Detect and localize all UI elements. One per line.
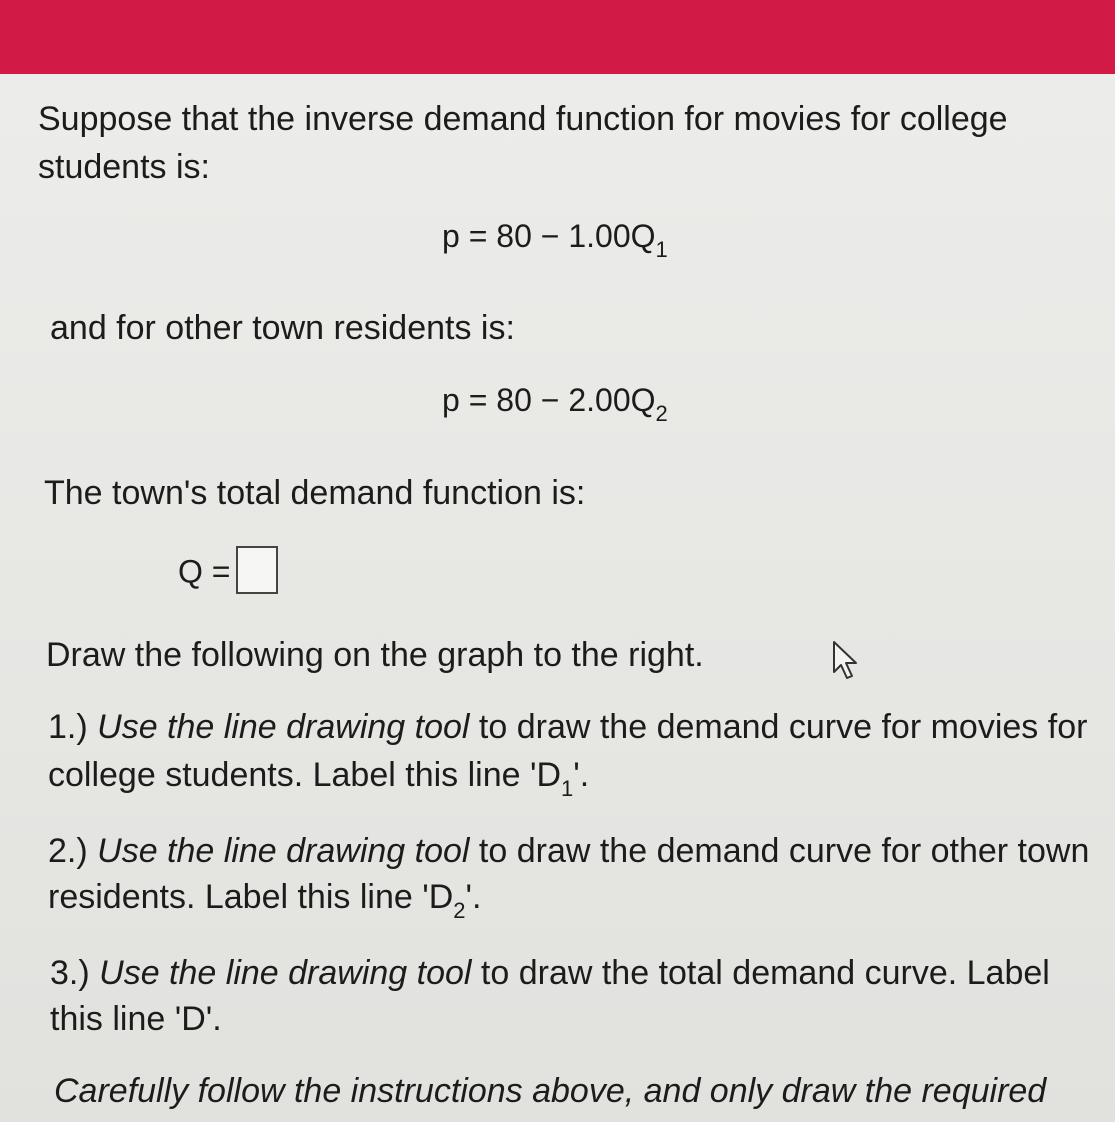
instructions-footer bbox=[54, 1068, 1046, 1114]
equation-town-demand bbox=[442, 380, 668, 424]
instruction-item-1-line1 bbox=[48, 704, 1087, 750]
instruction-item-2-label-end: '. bbox=[465, 878, 482, 916]
intro-text-line1: Suppose that the inverse demand function for movies for college bbox=[38, 100, 1008, 138]
instruction-item-3-rest: to draw the total demand curve. Label bbox=[480, 954, 1050, 992]
instruction-item-3-number: 3.) bbox=[50, 954, 90, 992]
instruction-item-1-label-text: college students. Label this line 'D bbox=[48, 756, 562, 794]
intro-text-line2: students is: bbox=[38, 148, 210, 186]
instruction-item-2-label-text: residents. Label this line 'D bbox=[48, 878, 454, 916]
mouse-pointer-icon bbox=[830, 640, 866, 687]
equation-college-demand bbox=[442, 216, 668, 260]
instruction-item-2-line1 bbox=[48, 828, 1089, 874]
instruction-item-1-line2 bbox=[48, 752, 589, 802]
instruction-item-2-number: 2.) bbox=[48, 832, 88, 870]
equation-1-text: p = 80 − 1.00Q bbox=[442, 218, 656, 254]
equation-2-text: p = 80 − 2.00Q bbox=[442, 382, 656, 418]
instruction-item-2-tool: Use the line drawing tool bbox=[97, 832, 470, 870]
instruction-item-3-line1 bbox=[50, 950, 1050, 996]
instruction-item-1-number: 1.) bbox=[48, 708, 88, 746]
total-demand-answer-input[interactable] bbox=[236, 546, 278, 594]
instruction-item-1-tool: Use the line drawing tool bbox=[97, 708, 470, 746]
equation-1-subscript: 1 bbox=[655, 237, 668, 262]
instruction-item-3-tool: Use the line drawing tool bbox=[99, 954, 472, 992]
instruction-item-1-label-end: '. bbox=[573, 756, 590, 794]
other-residents-text: and for other town residents is: bbox=[50, 309, 515, 347]
instruction-item-3-label-text: this line 'D'. bbox=[50, 1000, 222, 1038]
total-demand-label: Q = bbox=[178, 553, 231, 590]
instruction-item-1-label-subscript: 1 bbox=[561, 776, 574, 801]
instruction-item-2-label-subscript: 2 bbox=[453, 898, 466, 923]
instruction-item-3-line2 bbox=[50, 996, 222, 1042]
total-demand-text: The town's total demand function is: bbox=[44, 474, 586, 512]
total-demand-equation bbox=[178, 550, 278, 598]
instruction-item-2-rest: to draw the demand curve for other town bbox=[478, 832, 1090, 870]
header-bar bbox=[0, 0, 1115, 74]
instructions-header: Draw the following on the graph to the right. bbox=[46, 636, 704, 674]
instruction-item-1-rest: to draw the demand curve for movies for bbox=[478, 708, 1088, 746]
instruction-item-2-line2 bbox=[48, 874, 481, 924]
instructions-footer-text: Carefully follow the instructions above, and only draw the required bbox=[54, 1072, 1047, 1110]
equation-2-subscript: 2 bbox=[655, 401, 668, 426]
